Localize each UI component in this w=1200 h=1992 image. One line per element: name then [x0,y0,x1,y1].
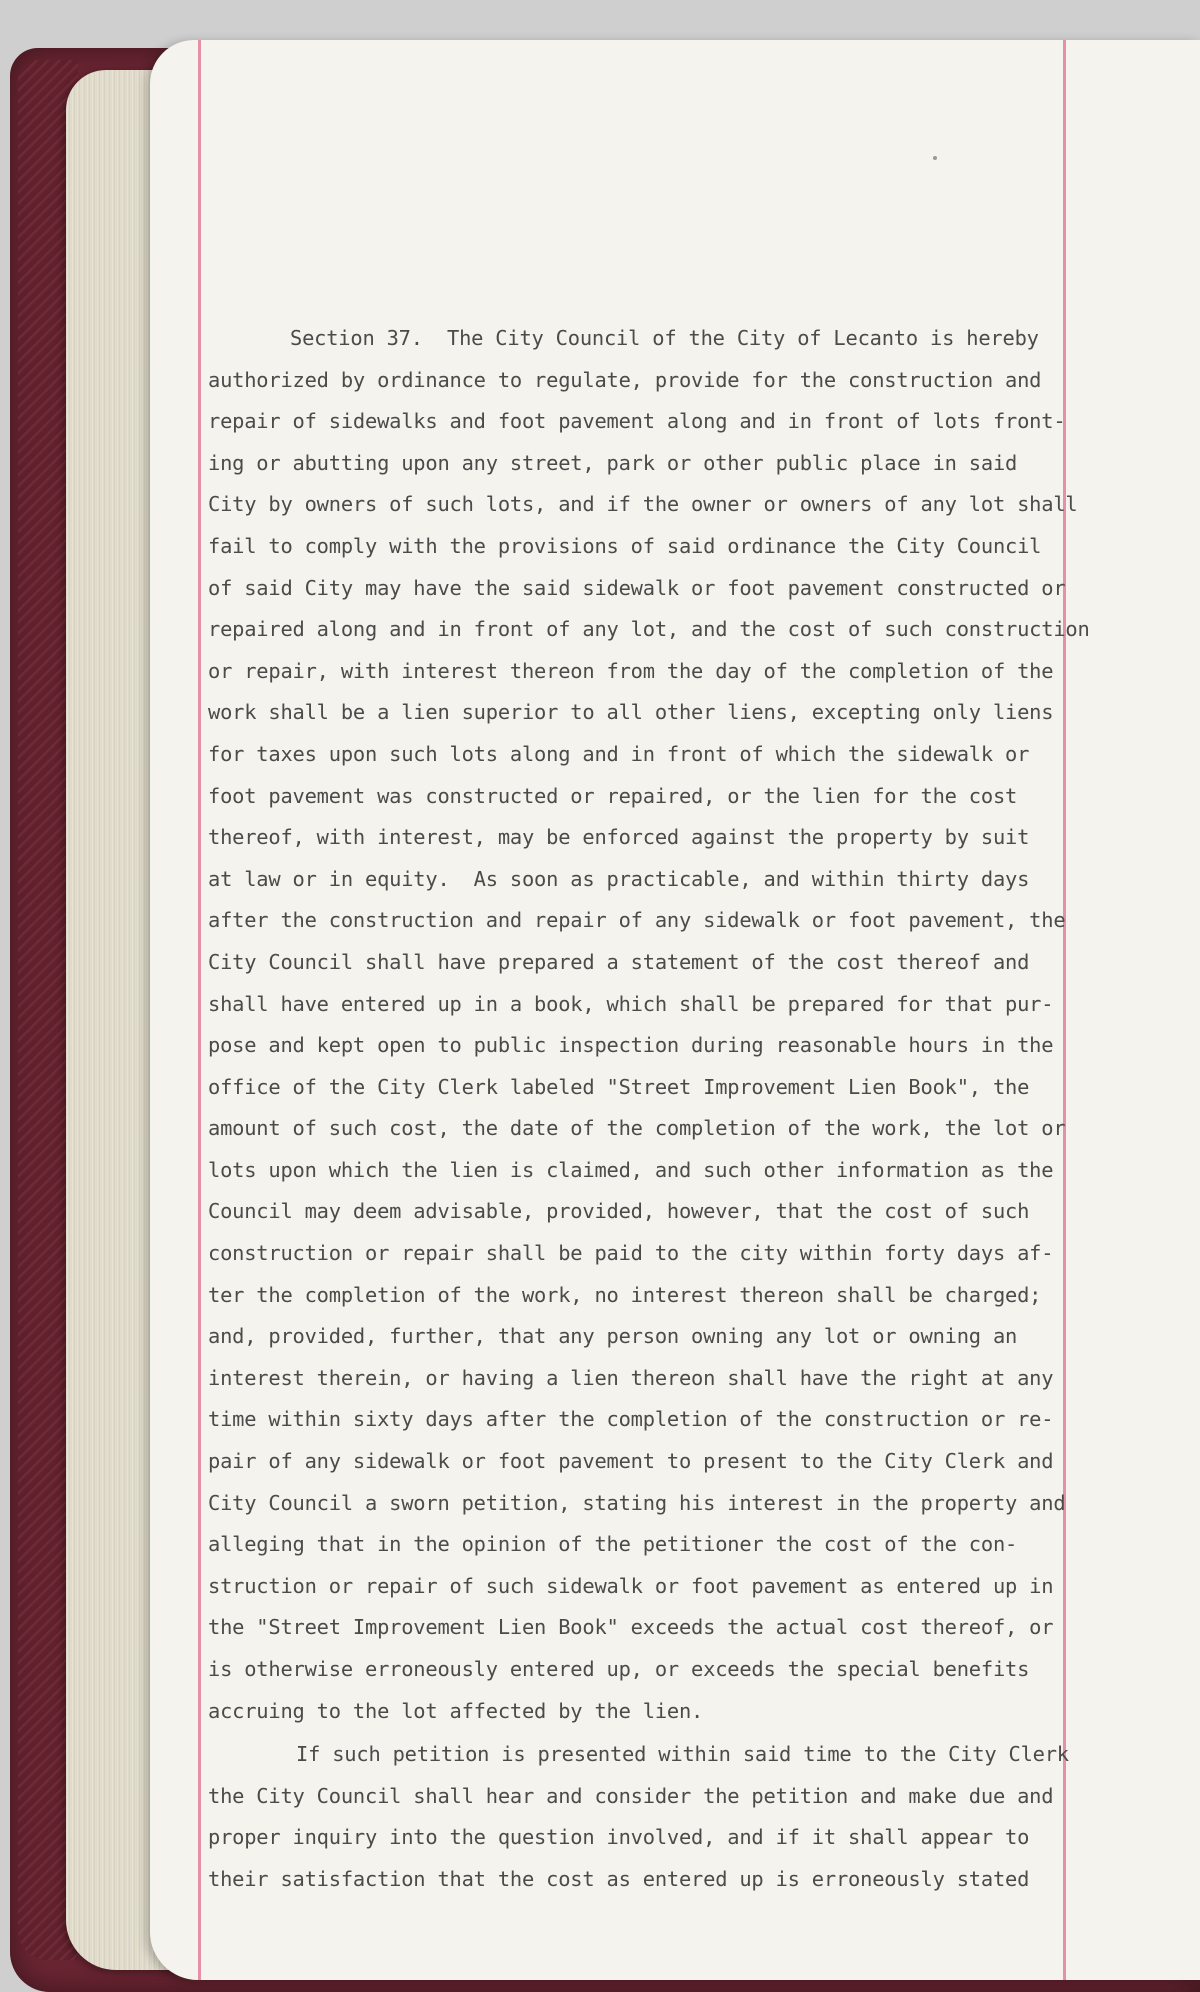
text-line: Section 37. The City Council of the City of Lecanto is hereby [290,326,1039,350]
text-line: or repair, with interest thereon from the day of the completion of the [208,658,1054,683]
text-line: and, provided, further, that any person owning any lot or owning an [208,1324,1018,1349]
text-line: struction or repair of such sidewalk or foot pavement as entered up in [208,1573,1054,1598]
text-line: repaired along and in front of any lot, and the cost of such construction [208,617,1090,642]
text-line: ter the completion of the work, no interest thereon shall be charged; [208,1282,1042,1307]
text-line: City by owners of such lots, and if the owner or owners of any lot shall [208,492,1078,517]
text-line: City Council shall have prepared a statement of the cost thereof and [208,949,1030,974]
text-line: City Council a sworn petition, stating his interest in the property and [208,1490,1066,1515]
text-line: pair of any sidewalk or foot pavement to present to the City Clerk and [208,1449,1054,1474]
left-margin-rule [198,40,201,1980]
text-line: the "Street Improvement Lien Book" exceeds the actual cost thereof, or [208,1615,1054,1640]
text-line: accruing to the lot affected by the lien. [208,1698,704,1723]
text-line: Council may deem advisable, provided, however, that the cost of such [208,1199,1030,1224]
text-line: of said City may have the said sidewalk or foot pavement constructed or [208,575,1066,600]
text-line: If such petition is presented within said time to the City Clerk [296,1742,1069,1767]
ink-speck [933,156,937,160]
text-line: authorized by ordinance to regulate, provide for the construction and [208,367,1042,392]
text-line: lots upon which the lien is claimed, and such other information as the [208,1157,1054,1182]
text-line: work shall be a lien superior to all other liens, excepting only liens [208,700,1054,725]
text-line: shall have entered up in a book, which shall be prepared for that pur- [208,991,1054,1016]
text-line: for taxes upon such lots along and in front of which the sidewalk or [208,741,1030,766]
text-line: foot pavement was constructed or repaired, or the lien for the cost [208,783,1018,808]
text-line: thereof, with interest, may be enforced against the property by suit [208,825,1030,850]
text-line: fail to comply with the provisions of said ordinance the City Council [208,533,1042,558]
text-line: ing or abutting upon any street, park or other public place in said [208,450,1018,475]
text-line: their satisfaction that the cost as entered up is erroneously stated [208,1866,1030,1891]
text-line: alleging that in the opinion of the petitioner the cost of the con- [208,1532,1018,1557]
text-line: amount of such cost, the date of the completion of the work, the lot or [208,1116,1066,1141]
text-line: is otherwise erroneously entered up, or exceeds the special benefits [208,1657,1030,1681]
text-line: time within sixty days after the completion of the construction or re- [208,1407,1054,1432]
text-line: interest therein, or having a lien thereon shall have the right at any [208,1365,1054,1390]
text-line: pose and kept open to public inspection during reasonable hours in the [208,1033,1054,1058]
text-line: proper inquiry into the question involved, and if it shall appear to [208,1825,1030,1850]
typed-text-block [208,318,1088,1901]
text-line: construction or repair shall be paid to the city within forty days af- [208,1241,1054,1266]
text-line: at law or in equity. As soon as practicable, and within thirty days [208,866,1030,891]
text-line: repair of sidewalks and foot pavement along and in front of lots front- [208,409,1066,434]
text-line: office of the City Clerk labeled "Street Improvement Lien Book", the [208,1074,1030,1099]
text-line: the City Council shall hear and consider the petition and make due and [208,1783,1054,1808]
text-line: after the construction and repair of any sidewalk or foot pavement, the [208,908,1066,933]
